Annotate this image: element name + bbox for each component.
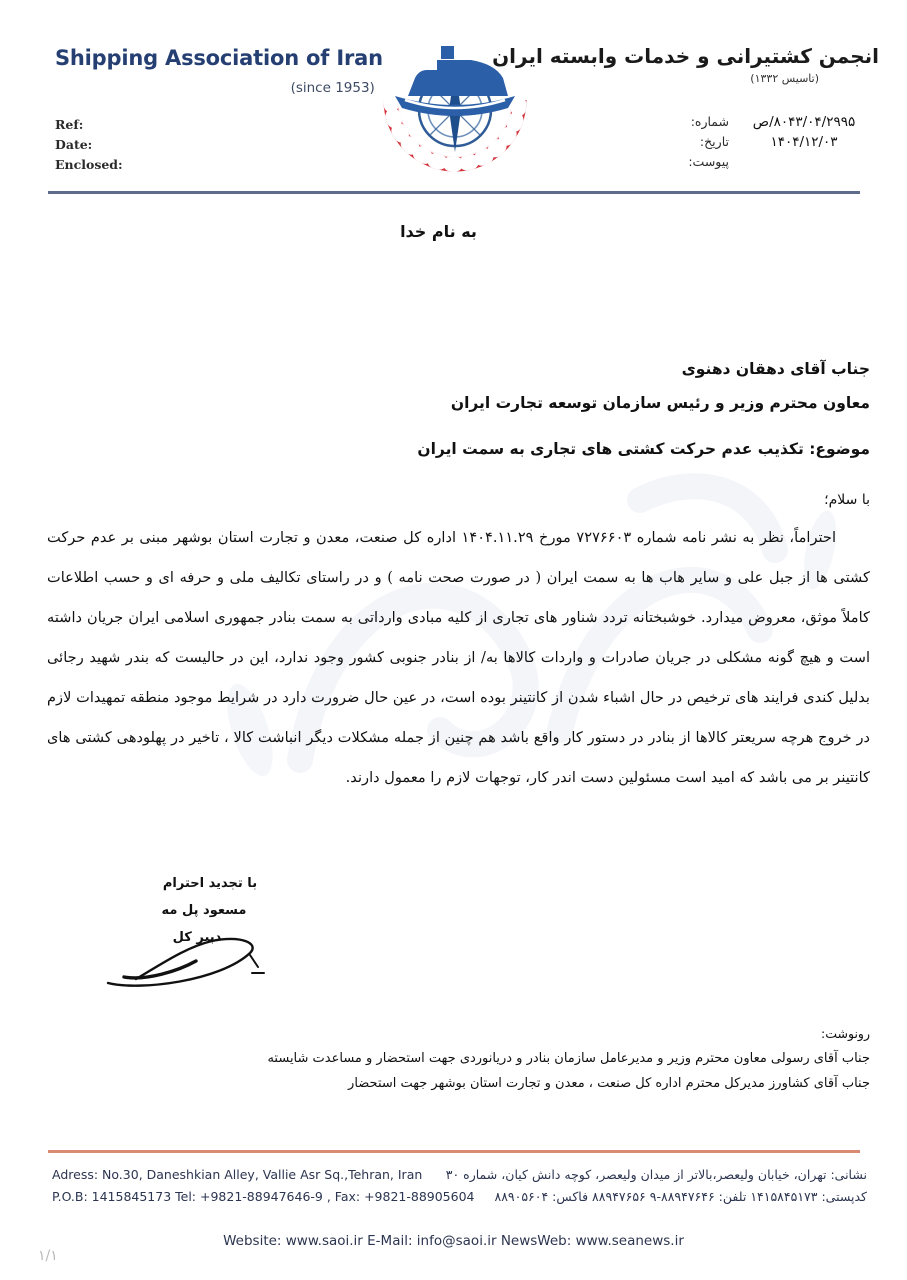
header-divider (48, 191, 860, 194)
meta-row-date (683, 132, 879, 152)
document-date-label: تاریخ: (699, 134, 729, 149)
subject-line: موضوع: تکذیب عدم حرکت کشتی های تجاری به سمت ایران (417, 440, 870, 458)
document-attachment-label: پیوست: (688, 154, 729, 169)
cc-item: جناب آقای کشاورز مدیرکل محترم اداره کل صنعت ، معدن و تجارت استان بوشهر جهت استحضار (348, 1076, 870, 1091)
body-paragraph: احتراماً، نظر به نشر نامه شماره ۷۲۷۶۶۰۳ مورخ ۱۴۰۴.۱۱.۲۹ اداره کل صنعت، معدن و تجارت استان بوشهر مبنی بر عدم حرکت کشتی ها از جبل علی و سایر هاب ها به سمت ایران ( در صورت صحت نامه ) و در راستای تکالیف ملی و حرفه ای و حسب اطلاعات کاملاً موثق، معروض میدارد. خوشبختانه تردد شناور های تجاری از کلیه مبادی وارداتی به سمت بنادر جمهوری اسلامی ایران جریان داشته است و هیچ گونه مشکلی در جریان صادرات و واردات کالاها به/ از بنادر جنوبی کشور وجود ندارد، این در حالیست که بندر شهید رجائی بدلیل کندی فرایند های ترخیص در حال اشباء شدن از کانتینر بوده است، در عین حال ضرورت دارد در شرایط موجود منطقه تمهیدات لازم در خروج هرچه سریعتر کالاها از بنادر در دستور کار واقع باشد هم چنین از جمله مشکلات دیگر انباشت کالا ، تاخیر در پهلودهی کشتی های کانتینر بر می باشد که امید است مسئولین دست اندر کار، توجهات لازم را معمول دارند. (47, 529, 870, 786)
ref-label: Ref: (55, 117, 84, 132)
cc-block (47, 1022, 870, 1096)
since-label: (since 1953) (290, 80, 375, 96)
document-meta-block (683, 112, 879, 172)
date-label: Date: (55, 137, 93, 152)
document-number-label: شماره: (690, 114, 729, 129)
document-date-value: ۱۴۰۴/۱۲/۰۳ (770, 134, 838, 150)
meta-row-attachment (683, 152, 879, 172)
addressee-name: جناب آقای دهقان دهنوی (681, 360, 870, 378)
salutation: با سلام؛ (824, 492, 870, 508)
document-number-value: ۸۰۴۳/۰۴/۲۹۹۵/ص (752, 114, 856, 130)
footer-contact-fa: کدپستی: ۱۴۱۵۸۴۵۱۷۳ تلفن: ۸۸۹۴۷۶۴۶-۹ ۸۸۹۴۷۶۵۶ فاکس: ۸۸۹۰۵۶۰۴ (494, 1189, 867, 1204)
footer-web-line (0, 1230, 907, 1249)
meta-row-number (683, 112, 879, 132)
footer-persian-contact (446, 1164, 867, 1208)
cc-title: رونوشت: (821, 1026, 870, 1041)
footer-web-text: Website: www.saoi.ir E-Mail: info@saoi.ir NewsWeb: www.seanews.ir (223, 1233, 684, 1249)
persian-org-title: انجمن کشتیرانی و خدمات وابسته ایران (492, 44, 879, 68)
persian-since-label: (تاسیس ۱۳۳۲) (750, 72, 819, 85)
footer-address-fa: نشانی: تهران، خیابان ولیعصر،بالاتر از میدان ولیعصر، کوچه دانش کیان، شماره ۳۰ (445, 1167, 867, 1182)
ref-date-enclosed-block (55, 115, 123, 175)
page-number: ۱/۱ (38, 1248, 58, 1264)
addressee-title: معاون محترم وزیر و رئیس سازمان توسعه تجارت ایران (450, 394, 870, 412)
cc-item: جناب آقای رسولی معاون محترم وزیر و مدیرعامل سازمان بنادر و دریانوردی جهت استحضار و مساعدت شایسته (267, 1051, 870, 1066)
footer-divider (48, 1150, 860, 1153)
signatory-name: مسعود پل مه (161, 903, 247, 918)
handwritten-signature (100, 925, 280, 995)
shipping-association-of-iran-logo (375, 38, 535, 183)
english-org-title: Shipping Association of Iran (55, 46, 383, 70)
footer-address-en: Adress: No.30, Daneshkian Alley, Vallie Asr Sq.,Tehran, Iran (52, 1167, 423, 1182)
persian-letterhead (492, 44, 879, 85)
enclosed-label: Enclosed: (55, 157, 123, 172)
addressee-block (310, 352, 870, 420)
footer-contact-en: P.O.B: 1415845173 Tel: +9821-88947646-9 , Fax: +9821-88905604 (52, 1189, 475, 1204)
basmala: به نام خدا (400, 222, 477, 241)
footer-english-contact (52, 1164, 475, 1208)
closing-phrase: با تجدید احترام (162, 876, 258, 891)
ship-icon (395, 46, 515, 116)
signatory-role: دبیر کل (172, 930, 222, 945)
english-letterhead (55, 46, 383, 96)
